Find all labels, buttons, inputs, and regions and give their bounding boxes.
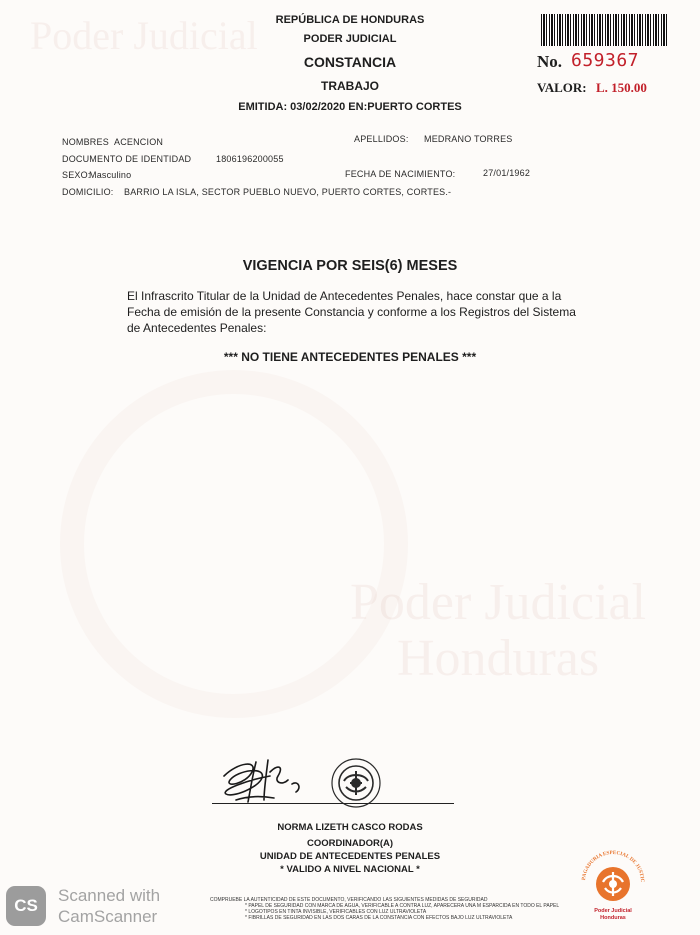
scanner-line2: CamScanner — [58, 907, 158, 926]
nacimiento-label: FECHA DE NACIMIENTO: — [345, 169, 456, 179]
sexo-value: Masculino — [89, 170, 132, 180]
barcode — [541, 14, 667, 46]
documento-value: 1806196200055 — [216, 154, 284, 164]
signatory-unit: UNIDAD DE ANTECEDENTES PENALES — [259, 851, 441, 862]
valor-amount: L. 150.00 — [596, 80, 647, 95]
seal-caption-line2: Honduras — [600, 915, 626, 921]
camscanner-icon: CS — [6, 886, 46, 926]
watermark-top: Poder Judicial — [30, 13, 258, 58]
watermark-middle-line1: Poder Judicial — [350, 574, 647, 631]
serial-label: No. — [537, 52, 563, 71]
signatory-title: COORDINADOR(A) — [306, 838, 394, 849]
apellidos-value: MEDRANO TORRES — [424, 134, 513, 144]
seal-ring-text: PAGADURIA ESPECIAL DE JUSTIC — [581, 849, 646, 883]
scanner-line1: Scanned with — [58, 886, 161, 905]
domicilio-label: DOMICILIO: — [62, 187, 114, 197]
serial-number: 659367 — [571, 50, 640, 71]
handwritten-signature — [218, 754, 328, 808]
fine-print-line: * PAPEL DE SEGURIDAD CON MARCA DE AGUA, VERIFICABLE A CONTRA LUZ, APARECERA UNA M ESPARCIDA EN TODO EL PAPEL — [245, 903, 560, 909]
signature-line — [212, 803, 454, 804]
watermark-middle-line2: Honduras — [396, 630, 600, 687]
validity-note: * VALIDO A NIVEL NACIONAL * — [280, 864, 420, 875]
sexo-label: SEXO: — [62, 170, 91, 180]
document-title: CONSTANCIA — [303, 54, 397, 70]
fine-print-line: * FIBRILLAS DE SEGURIDAD EN LAS DOS CARAS DE LA CONSTANCIA CON EFECTOS BAJO LUZ ULTRAVIOLETA — [245, 915, 513, 921]
watermark-emblem — [60, 370, 408, 718]
nombres-value: ACENCION — [114, 137, 164, 147]
security-fine-print — [205, 897, 600, 921]
header-republic: REPÚBLICA DE HONDURAS — [275, 14, 425, 26]
official-seal-icon — [330, 757, 382, 809]
vigencia-heading: VIGENCIA POR SEIS(6) MESES — [242, 258, 458, 274]
domicilio-value: BARRIO LA ISLA, SECTOR PUEBLO NUEVO, PUERTO CORTES, CORTES.- — [124, 187, 452, 197]
fine-print-line: COMPRUEBE LA AUTENTICIDAD DE ESTE DOCUMENTO, VERIFICANDO LAS SIGUIENTES MEDIDAS DE SEGURIDAD — [210, 897, 488, 903]
seal-caption-line1: Poder Judicial — [594, 908, 632, 914]
issued-line: EMITIDA: 03/02/2020 EN:PUERTO CORTES — [238, 101, 462, 113]
documento-label: DOCUMENTO DE IDENTIDAD — [62, 154, 192, 164]
document-purpose: TRABAJO — [320, 79, 379, 93]
apellidos-label: APELLIDOS: — [354, 134, 409, 144]
signatory-name: NORMA LIZETH CASCO RODAS — [277, 822, 423, 833]
nombres-label: NOMBRES — [62, 137, 109, 147]
valor-label: VALOR: — [537, 80, 587, 95]
fine-print-line: * LOGOTIPOS EN TINTA INVISIBLE, VERIFICABLES CON LUZ ULTRAVIOLETA — [245, 909, 427, 915]
header-institution: PODER JUDICIAL — [303, 33, 397, 45]
nacimiento-value: 27/01/1962 — [483, 168, 531, 178]
certification-paragraph: El Infrascrito Titular de la Unidad de Antecedentes Penales, hace constar que a la Fecha de emisión de la presente Constancia y conforme a los Registros del Sistema de Antecedentes Penales: — [127, 289, 576, 335]
pagaduria-seal-icon — [573, 842, 653, 924]
result-statement: *** NO TIENE ANTECEDENTES PENALES *** — [223, 350, 477, 364]
